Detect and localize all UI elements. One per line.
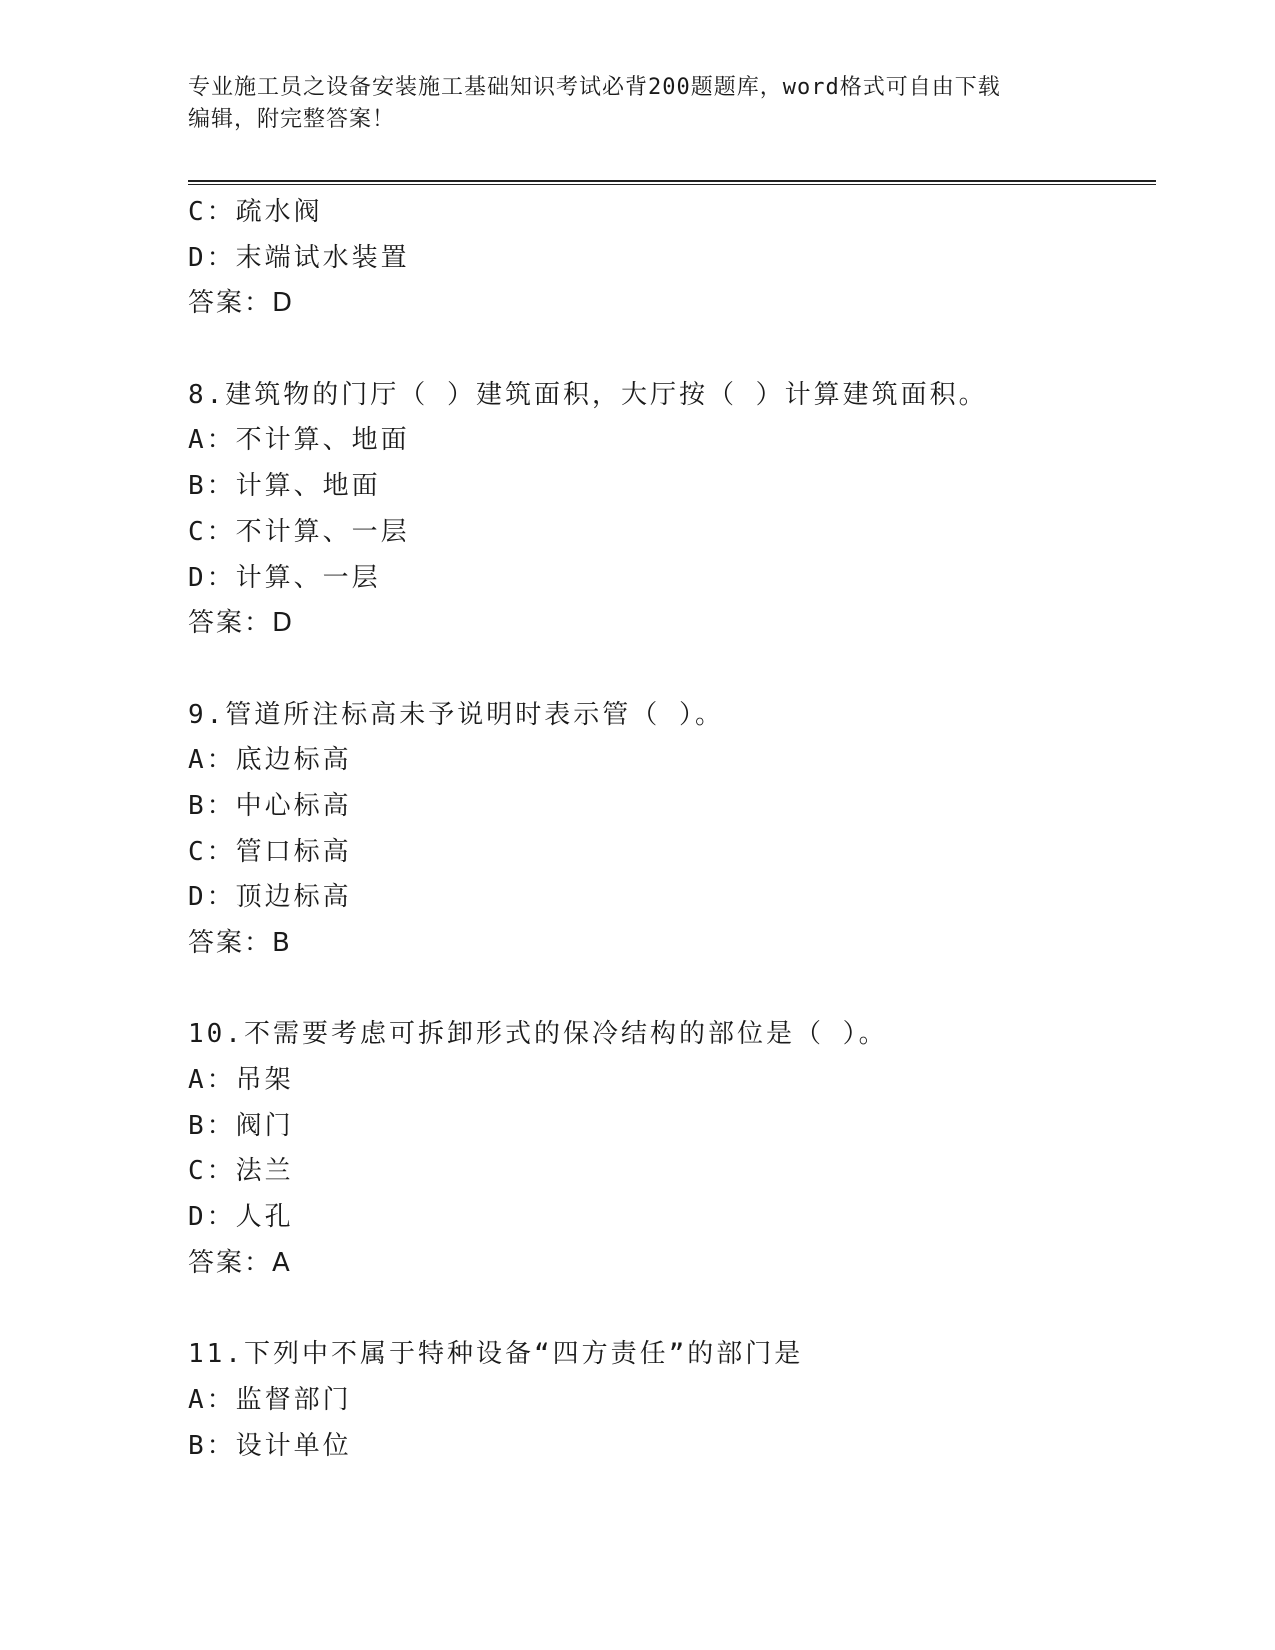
spacer [188,1287,1156,1333]
question-text: 9.管道所注标高未予说明时表示管（ ）。 [188,699,724,730]
spacer [188,327,1156,373]
spacer [188,647,1156,693]
option-c: C：管口标高 [188,836,352,867]
option-b: B：设计单位 [188,1430,352,1461]
option-d: D：末端试水装置 [188,242,410,273]
option-d: D：人孔 [188,1202,294,1233]
answer-line: 答案：B [188,928,292,958]
spacer [188,967,1156,1013]
option-c: C：法兰 [188,1156,294,1187]
header-line-1: 专业施工员之设备安装施工基础知识考试必背200题题库，word格式可自由下载 [188,75,1001,100]
option-a: A：底边标高 [188,745,352,776]
option-b: B：计算、地面 [188,471,381,502]
option-d: D：顶边标高 [188,882,352,913]
answer-line: 答案：A [188,1247,292,1278]
document-body [188,190,1156,1469]
question-block-continued [188,190,1156,327]
option-a: A：吊架 [188,1065,294,1096]
question-block-10 [188,1012,1156,1286]
question-block-11 [188,1332,1156,1469]
question-block-8 [188,373,1156,647]
answer-line: 答案：D [188,608,295,639]
question-text: 10.不需要考虑可拆卸形式的保冷结构的部位是（ ）。 [188,1019,888,1050]
option-b: B：阀门 [188,1110,294,1141]
question-block-9 [188,693,1156,967]
header-divider [188,180,1156,185]
document-header [188,72,1088,136]
option-c: C：不计算、一层 [188,516,410,547]
header-line-2: 编辑，附完整答案！ [188,107,396,132]
question-text: 11.下列中不属于特种设备“四方责任”的部门是 [188,1339,804,1370]
option-a: A：不计算、地面 [188,425,410,456]
answer-line: 答案：D [188,288,295,319]
option-d: D：计算、一层 [188,562,381,593]
option-c: C：疏水阀 [188,197,323,227]
option-a: A：监督部门 [188,1384,352,1415]
question-text: 8.建筑物的门厅（ ）建筑面积，大厅按（ ）计算建筑面积。 [188,379,988,410]
option-b: B：中心标高 [188,790,352,821]
